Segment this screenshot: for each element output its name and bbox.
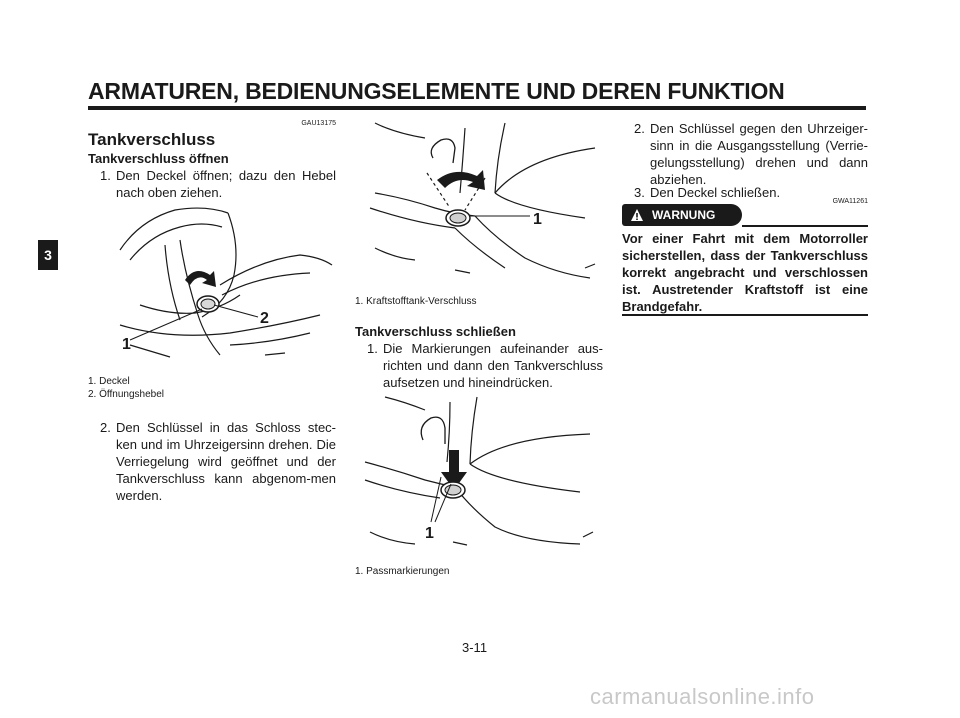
- step-close-2: [634, 120, 868, 188]
- figure-fuel-tank-cap: [355, 118, 605, 283]
- page-number: 3-11: [462, 640, 488, 655]
- warning-text: Vor einer Fahrt mit dem Motorroller sicherstellen, dass der Tankverschluss korrekt angebracht und verschlossen ist. Austretender Kraftstoff ist eine Brandgefahr.: [622, 231, 868, 314]
- warning-label: WARNUNG: [622, 204, 742, 226]
- step-text: Den Schlüssel in das Schloss stec-ken und im Uhrzeigersinn drehen. Die Verriegelung wird geöffnet und der Tankverschluss kann abgenom-men werden.: [116, 420, 336, 503]
- section-header: ARMATUREN, BEDIENUNGSELEMENTE UND DEREN FUNKTION: [88, 78, 785, 104]
- figure2-callout-1: 1: [533, 211, 542, 228]
- figure1-caption-1: 1. Deckel: [88, 376, 130, 387]
- figure1-callout-2: 2: [260, 310, 269, 327]
- warning-rule: [742, 225, 868, 227]
- warning-triangle-icon: [630, 208, 644, 222]
- step-text: Die Markierungen aufeinander aus-richten und dann den Tankverschluss aufsetzen und hineindrücken.: [383, 341, 603, 390]
- step-number: 1.: [100, 168, 111, 183]
- figure2-caption: 1. Kraftstofftank-Verschluss: [355, 296, 477, 307]
- subsection-title-close: Tankverschluss schließen: [355, 324, 516, 339]
- step-open-2: [100, 419, 336, 504]
- figure-fuel-cap-open: [110, 205, 336, 365]
- figure1-caption-2: 2. Öffnungshebel: [88, 389, 164, 400]
- subsection-title-open: Tankverschluss öffnen: [88, 151, 229, 166]
- step-text: Den Deckel öffnen; dazu den Hebel nach oben ziehen.: [116, 168, 336, 200]
- step-open-1: [100, 167, 336, 201]
- step-number: 1.: [367, 341, 378, 356]
- figure3-callout-1: 1: [425, 525, 434, 542]
- header-rule: [88, 106, 866, 110]
- step-number: 2.: [634, 121, 645, 136]
- warning-code: GWA11261: [832, 198, 868, 205]
- step-close-1: [367, 340, 603, 391]
- step-text: Den Deckel schließen.: [650, 185, 781, 200]
- watermark: carmanualsonline.info: [590, 684, 815, 709]
- figure3-caption: 1. Passmarkierungen: [355, 566, 450, 577]
- chapter-tab: 3: [38, 240, 58, 270]
- step-number: 3.: [634, 185, 645, 200]
- step-number: 2.: [100, 420, 111, 435]
- step-text: Den Schlüssel gegen den Uhrzeiger-sinn in die Ausgangsstellung (Verrie-gelungsstellung) drehen und dann abziehen.: [650, 121, 868, 187]
- doc-code: GAU13175: [301, 120, 336, 127]
- warning-bottom-rule: [622, 314, 868, 316]
- section-title: Tankverschluss: [88, 130, 216, 149]
- figure-alignment-marks: [355, 392, 605, 552]
- figure1-callout-1: 1: [122, 336, 131, 353]
